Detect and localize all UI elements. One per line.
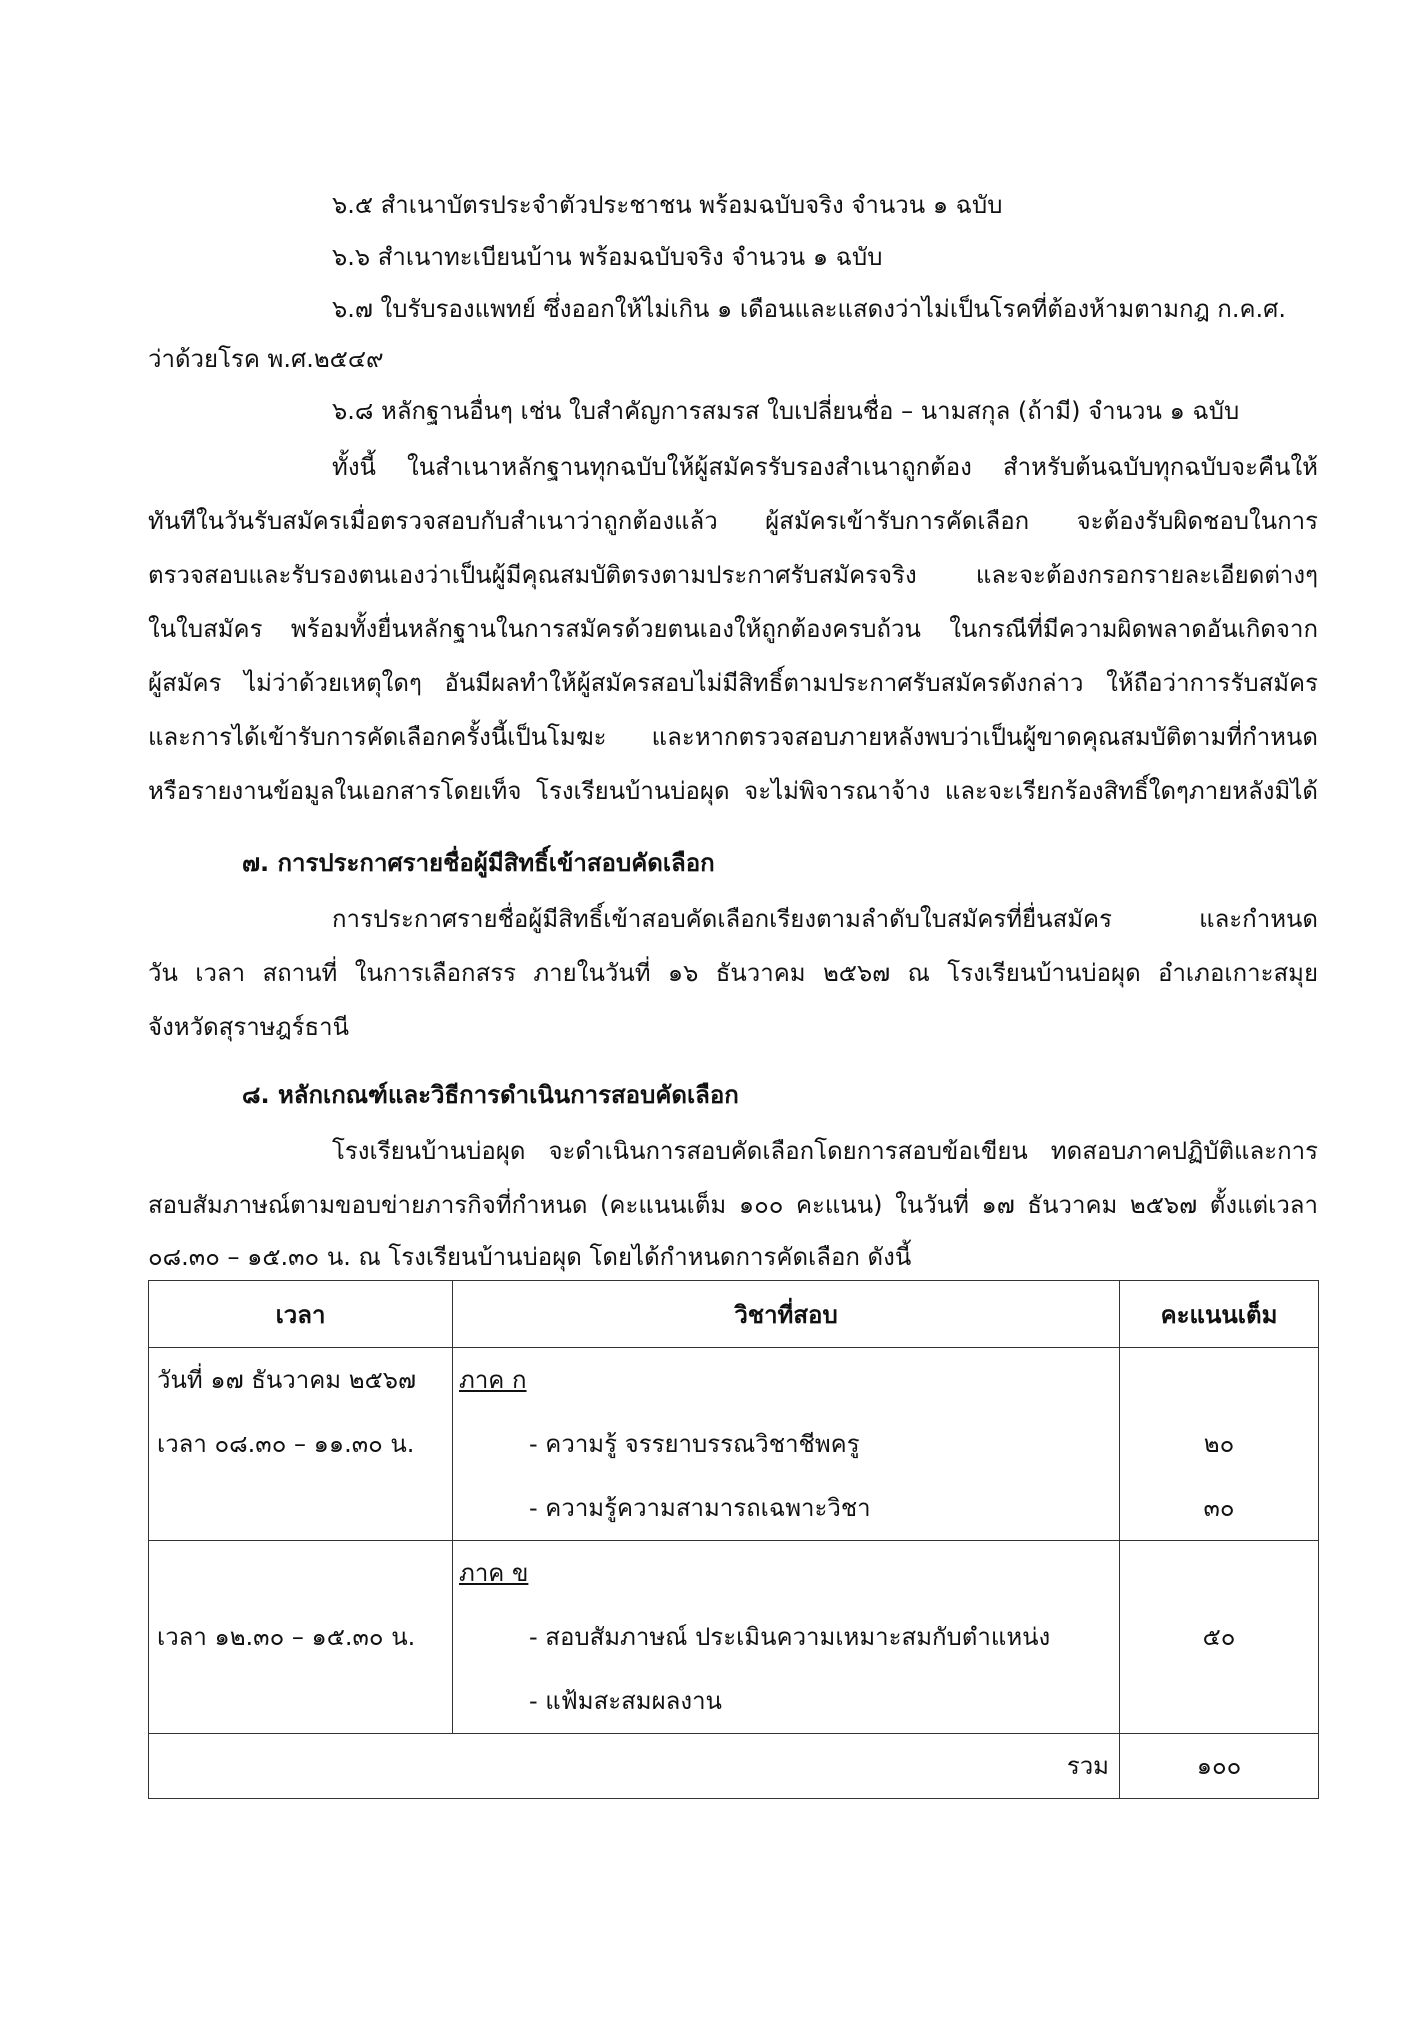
section-8-heading: ๘. หลักเกณฑ์และวิธีการดำเนินการสอบคัดเลือก (242, 1081, 739, 1109)
table-header-row (149, 1281, 1319, 1348)
part-a-title: ภาค ก (459, 1366, 527, 1394)
section-8-line: โรงเรียนบ้านบ่อผุด จะดำเนินการสอบคัดเลือกโดยการสอบข้อเขียน ทดสอบภาคปฏิบัติและการ (332, 1137, 1318, 1165)
item-6-6: ๖.๖ สำเนาทะเบียนบ้าน พร้อมฉบับจริง จำนวน ๑ ฉบับ (332, 243, 883, 271)
total-score: ๑๐๐ (1196, 1752, 1242, 1780)
notice-line: ทันทีในวันรับสมัครเมื่อตรวจสอบกับสำเนาว่าถูกต้องแล้ว ผู้สมัครเข้ารับการคัดเลือก จะต้องรับผิดชอบในการ (148, 507, 1318, 535)
table-row-part-a (149, 1348, 1319, 1541)
part-a-time-cell (149, 1348, 453, 1541)
table-total-row (149, 1734, 1319, 1799)
part-b-time: เวลา ๑๒.๓๐ – ๑๕.๓๐ น. (157, 1623, 416, 1651)
part-a-subject: - ความรู้ความสามารถเฉพาะวิชา (529, 1494, 871, 1522)
notice-line: ทั้งนี้ ในสำเนาหลักฐานทุกฉบับให้ผู้สมัครรับรองสำเนาถูกต้อง สำหรับต้นฉบับทุกฉบับจะคืนให้ (332, 453, 1318, 481)
notice-line: ตรวจสอบและรับรองตนเองว่าเป็นผู้มีคุณสมบัติตรงตามประกาศรับสมัครจริง และจะต้องกรอกรายละเอียดต่างๆ (148, 561, 1318, 589)
section-7-line: การประกาศรายชื่อผู้มีสิทธิ์เข้าสอบคัดเลือกเรียงตามลำดับใบสมัครที่ยื่นสมัคร และกำหนด (332, 905, 1318, 933)
part-a-score-cell (1120, 1348, 1319, 1541)
exam-schedule-table (148, 1280, 1319, 1799)
part-b-subject: - แฟ้มสะสมผลงาน (529, 1687, 722, 1715)
part-b-title: ภาค ข (459, 1559, 529, 1587)
total-label: รวม (1066, 1752, 1109, 1780)
part-a-subject-cell (453, 1348, 1120, 1541)
section-7-line: จังหวัดสุราษฎร์ธานี (148, 1013, 350, 1041)
part-b-subject: - สอบสัมภาษณ์ ประเมินความเหมาะสมกับตำแหน่ง (529, 1623, 1051, 1651)
part-a-score: ๓๐ (1203, 1494, 1235, 1522)
part-b-score: ๕๐ (1202, 1623, 1236, 1651)
header-subject: วิชาที่สอบ (453, 1281, 1120, 1348)
item-6-7-cont: ว่าด้วยโรค พ.ศ.๒๕๔๙ (148, 345, 384, 373)
table-row-part-b (149, 1541, 1319, 1734)
notice-line: หรือรายงานข้อมูลในเอกสารโดยเท็จ โรงเรียนบ้านบ่อผุด จะไม่พิจารณาจ้าง และจะเรียกร้องสิทธิ์ใดๆภายหลังมิได้ (148, 777, 1318, 805)
part-b-time-cell (149, 1541, 453, 1734)
section-7-line: วัน เวลา สถานที่ ในการเลือกสรร ภายในวันที่ ๑๖ ธันวาคม ๒๕๖๗ ณ โรงเรียนบ้านบ่อผุด อำเภอเกาะสมุย (148, 959, 1318, 987)
notice-line: และการได้เข้ารับการคัดเลือกครั้งนี้เป็นโมฆะ และหากตรวจสอบภายหลังพบว่าเป็นผู้ขาดคุณสมบัติตามที่กำหนด (148, 723, 1318, 751)
section-8-line: ๐๘.๓๐ – ๑๕.๓๐ น. ณ โรงเรียนบ้านบ่อผุด โดยได้กำหนดการคัดเลือก ดังนี้ (148, 1243, 912, 1271)
part-a-subject: - ความรู้ จรรยาบรรณวิชาชีพครู (529, 1430, 860, 1458)
notice-line: ในใบสมัคร พร้อมทั้งยื่นหลักฐานในการสมัครด้วยตนเองให้ถูกต้องครบถ้วน ในกรณีที่มีความผิดพลาดอันเกิดจาก (148, 615, 1318, 643)
header-time: เวลา (149, 1281, 453, 1348)
part-a-date: วันที่ ๑๗ ธันวาคม ๒๕๖๗ (157, 1366, 417, 1394)
part-a-time: เวลา ๐๘.๓๐ – ๑๑.๓๐ น. (157, 1430, 415, 1458)
part-b-subject-cell (453, 1541, 1120, 1734)
section-8-line: สอบสัมภาษณ์ตามขอบข่ายภารกิจที่กำหนด (คะแนนเต็ม ๑๐๐ คะแนน) ในวันที่ ๑๗ ธันวาคม ๒๕๖๗ ตั้งแต่เวลา (148, 1191, 1318, 1219)
total-label-cell (149, 1734, 1120, 1799)
part-a-score: ๒๐ (1203, 1430, 1235, 1458)
notice-line: ผู้สมัคร ไม่ว่าด้วยเหตุใดๆ อันมีผลทำให้ผู้สมัครสอบไม่มีสิทธิ์ตามประกาศรับสมัครดังกล่าว ให้ถือว่าการรับสมัคร (148, 669, 1318, 697)
item-6-8: ๖.๘ หลักฐานอื่นๆ เช่น ใบสำคัญการสมรส ใบเปลี่ยนชื่อ – นามสกุล (ถ้ามี) จำนวน ๑ ฉบับ (332, 397, 1240, 425)
section-7-heading: ๗. การประกาศรายชื่อผู้มีสิทธิ์เข้าสอบคัดเลือก (242, 849, 715, 877)
total-score-cell (1120, 1734, 1319, 1799)
part-b-score-cell (1120, 1541, 1319, 1734)
header-score: คะแนนเต็ม (1120, 1281, 1319, 1348)
item-6-7: ๖.๗ ใบรับรองแพทย์ ซึ่งออกให้ไม่เกิน ๑ เดือนและแสดงว่าไม่เป็นโรคที่ต้องห้ามตามกฎ ก.ค.ศ. (332, 295, 1287, 323)
item-6-5: ๖.๕ สำเนาบัตรประจำตัวประชาชน พร้อมฉบับจริง จำนวน ๑ ฉบับ (332, 191, 1003, 219)
